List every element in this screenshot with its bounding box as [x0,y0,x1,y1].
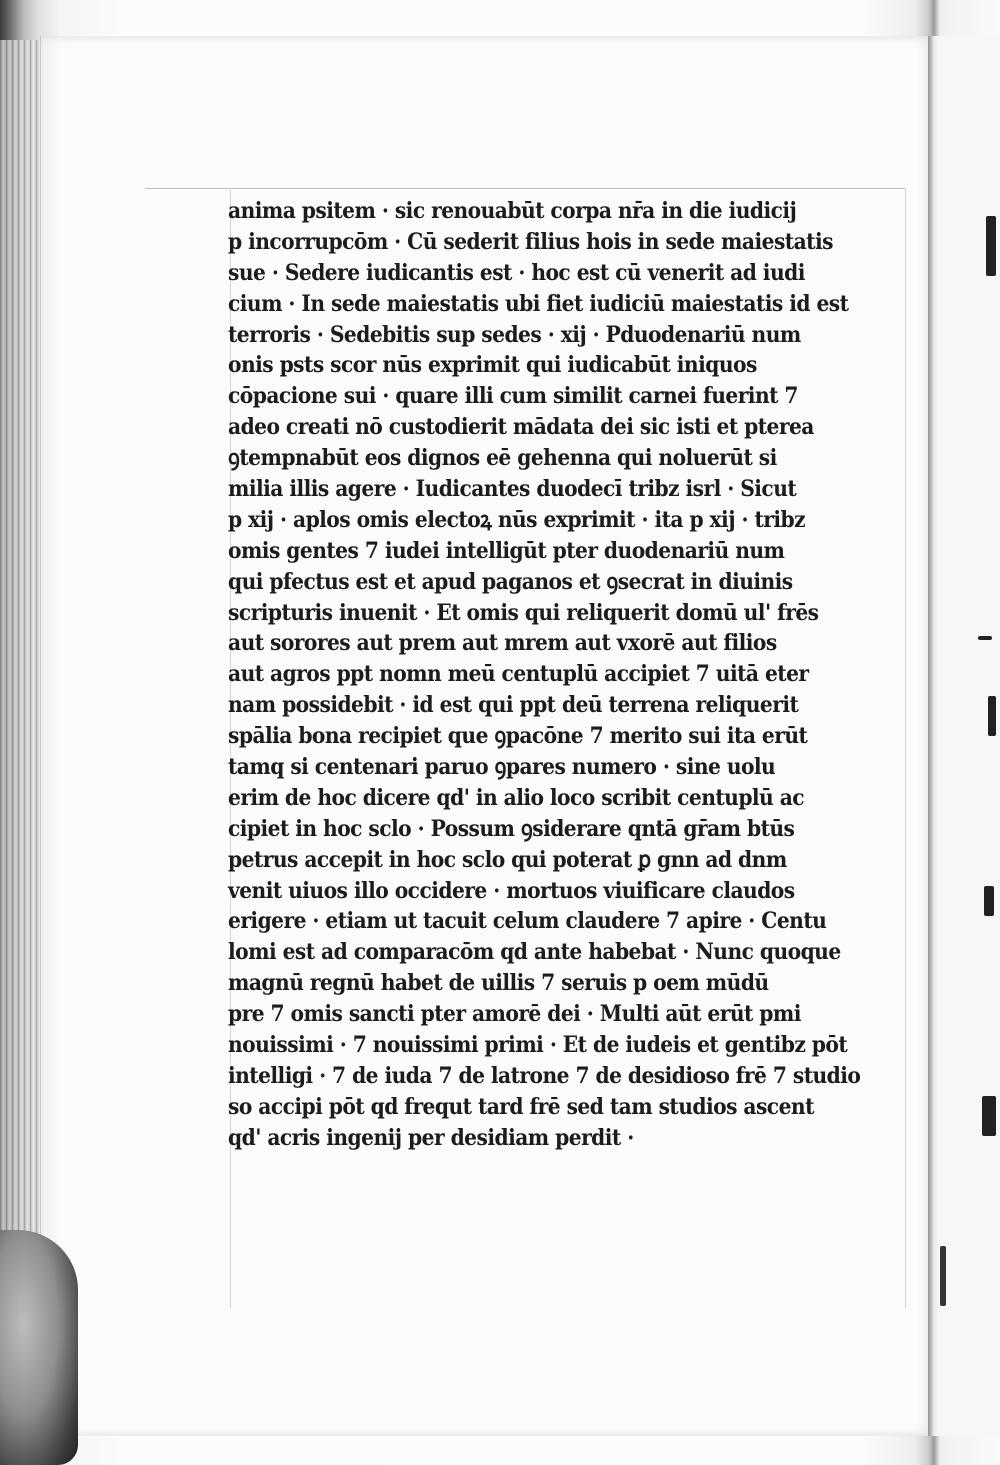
top-ruling-line [145,188,905,189]
text-line-17: nam possidebit · id est qui ppt deū terrena reliquerit [228,692,799,719]
facing-rubric-mark [940,1246,946,1306]
book-gutter [928,36,938,1436]
text-line-22: petrus accepit in hoc sclo qui poterat ꝑ gnn ad dnm [228,846,787,873]
text-line-31: qd' acris ingenij per desidiam perdit · [228,1124,634,1151]
text-line-1: anima psitem · sic renouabūt corpa nr̄a in die iudicij [228,198,797,224]
facing-page [938,36,1000,1436]
text-line-18: spālia bona recipiet que ꝯpacōne 7 merito sui ita erūt [228,723,808,750]
text-line-27: pre 7 omis sancti pter amorē dei · Multi aūt erūt pmi [228,1001,801,1028]
text-line-15: aut sorores aut prem aut mrem aut vxorē aut filios [228,630,777,657]
text-line-9: ꝯtempnabūt eos dignos eē gehenna qui noluerūt si [228,445,777,472]
text-line-11: p xij · aplos omis electoꝝ nūs exprimit · ita p xij · tribz [228,506,806,533]
facing-rubric-mark [982,1096,996,1136]
text-line-5: terroris · Sedebitis sup sedes · xij · Pduodenariū num [228,321,801,348]
facing-initial-mark [986,216,996,276]
manuscript-text-block [228,196,918,1154]
text-line-16: aut agros ppt nomn meū centuplū accipiet 7 uitā eter [228,661,809,688]
text-line-23: venit uiuos illo occidere · mortuos viuificare claudos [228,877,795,904]
text-line-8: adeo creati nō custodierit mādata dei sic isti et pterea [228,414,814,441]
facing-rubric-mark [988,696,996,736]
text-line-30: so accipi pōt qd frequt tard frē sed tam studios ascent [228,1093,814,1120]
holding-thumb [0,1230,78,1465]
text-line-13: qui pfectus est et apud paganos et ꝯsecrat in diuinis [228,568,793,595]
text-line-28: nouissimi · 7 nouissimi primi · Et de iudeis et gentibz pōt [228,1032,848,1059]
text-line-26: magnū regnū habet de uillis 7 seruis p oem mūdū [228,970,769,997]
text-line-2: p incorrupcōm · Cū sederit filius hois in sede maiestatis [228,228,833,255]
text-line-24: erigere · etiam ut tacuit celum claudere 7 apire · Centu [228,908,827,935]
facing-rubric-mark [978,636,992,640]
text-line-10: milia illis agere · Iudicantes duodecī tribz isrl · Sicut [228,476,797,503]
text-line-3: sue · Sedere iudicantis est · hoc est cū venerit ad iudi [228,259,805,286]
text-line-20: erim de hoc dicere qd' in alio loco scribit centuplū ac [228,784,805,811]
text-line-4: cium · In sede maiestatis ubi fiet iudiciū maiestatis id est [228,290,849,317]
text-line-12: omis gentes 7 iudei intelligūt pter duodenariū num [228,537,785,564]
text-line-14: scripturis inuenit · Et omis qui reliquerit domū ul' frēs [228,599,819,626]
text-line-6: onis psts scor nūs exprimit qui iudicabūt iniquos [228,352,757,379]
text-line-29: intelligi · 7 de iuda 7 de latrone 7 de desidioso frē 7 studio [228,1062,861,1089]
facing-rubric-mark [984,886,994,916]
text-line-21: cipiet in hoc sclo · Possum ꝯsiderare qntā gr̄am btūs [228,815,795,842]
text-line-25: lomi est ad comparacōm qd ante habebat · Nunc quoque [228,939,841,966]
text-line-7: cōpacione sui · quare illi cum similit carnei fuerint 7 [228,383,798,410]
text-line-19: tamq si centenari paruo ꝯpares numero · sine uolu [228,754,776,781]
